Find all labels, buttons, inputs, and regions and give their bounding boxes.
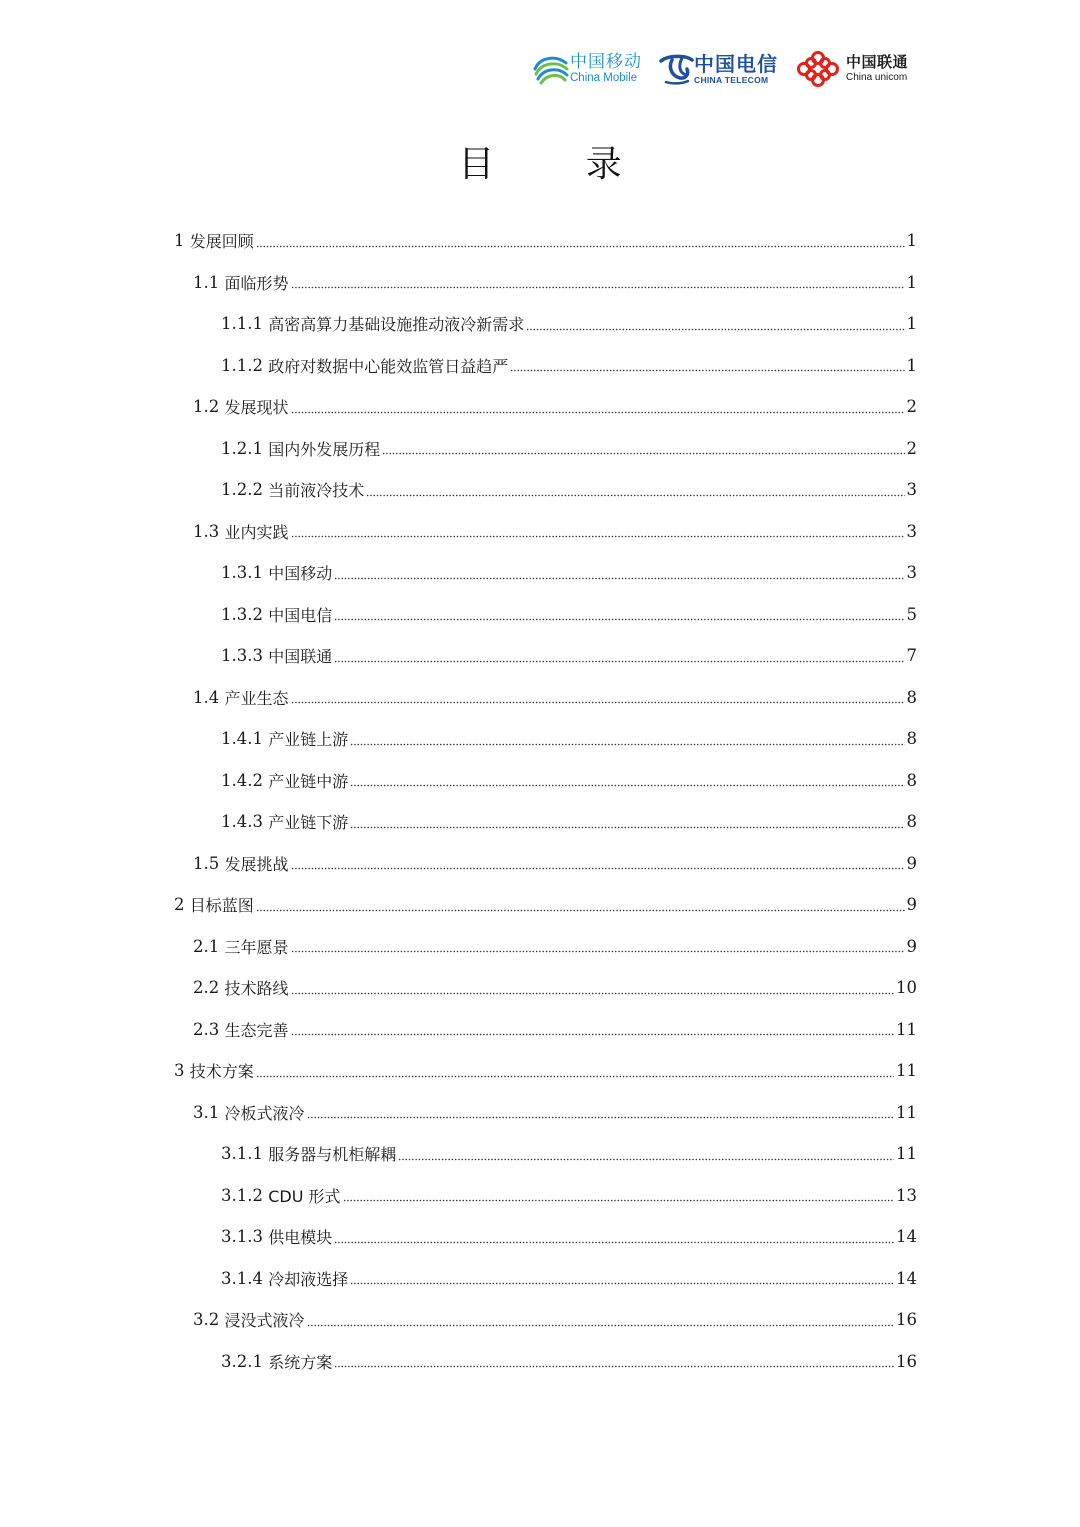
toc-entry-label: 产业链下游 bbox=[268, 813, 349, 833]
toc-entry[interactable] bbox=[0, 1050, 1080, 1092]
toc-entry-label: 产业生态 bbox=[224, 688, 289, 708]
toc-entry[interactable] bbox=[0, 884, 1080, 926]
toc-entry-label: 冷却液选择 bbox=[268, 1269, 349, 1289]
toc-entry-page-number: 8 bbox=[906, 729, 917, 749]
toc-entry[interactable] bbox=[0, 1216, 1080, 1258]
toc-entry[interactable] bbox=[0, 967, 1080, 1009]
toc-entry-label: 中国移动 bbox=[268, 564, 333, 584]
toc-dot-leader bbox=[334, 609, 904, 625]
toc-entry-number: 1.1 bbox=[193, 272, 225, 292]
toc-entry-page-number: 14 bbox=[896, 1268, 917, 1288]
toc-entry-number: 2.3 bbox=[193, 1019, 225, 1039]
toc-entry-number: 1.2.1 bbox=[221, 438, 269, 458]
toc-dot-leader bbox=[366, 485, 904, 501]
toc-dot-leader bbox=[350, 734, 904, 750]
toc-entry-label: 供电模块 bbox=[268, 1228, 333, 1248]
toc-entry-number: 1.4.1 bbox=[221, 729, 269, 749]
toc-dot-leader bbox=[291, 1024, 894, 1040]
china-mobile-en: China Mobile bbox=[570, 71, 638, 84]
china-unicom-en: China unicom bbox=[846, 72, 908, 83]
toc-entry-number: 1.1.2 bbox=[221, 355, 269, 375]
china-mobile-logo bbox=[532, 52, 642, 86]
toc-entry[interactable] bbox=[0, 1175, 1080, 1217]
toc-entry[interactable] bbox=[0, 760, 1080, 802]
toc-entry-label: 政府对数据中心能效监管日益趋严 bbox=[268, 356, 509, 376]
toc-entry-page-number: 9 bbox=[906, 895, 917, 915]
toc-entry[interactable] bbox=[0, 677, 1080, 719]
toc-entry-page-number: 9 bbox=[906, 853, 917, 873]
toc-entry-label: CDU 形式 bbox=[268, 1186, 341, 1206]
toc-entry-label: 发展现状 bbox=[224, 398, 289, 418]
toc-entry[interactable] bbox=[0, 1133, 1080, 1175]
toc-entry-page-number: 11 bbox=[896, 1019, 917, 1039]
toc-entry-page-number: 1 bbox=[906, 231, 917, 251]
toc-entry-number: 1.4.2 bbox=[221, 770, 269, 790]
toc-entry-label: 发展挑战 bbox=[224, 854, 289, 874]
toc-entry-page-number: 13 bbox=[896, 1185, 917, 1205]
toc-entry-label: 产业链上游 bbox=[268, 730, 349, 750]
china-mobile-cn: 中国移动 bbox=[570, 51, 642, 72]
header-logos bbox=[532, 46, 908, 92]
toc-entry-label: 技术方案 bbox=[189, 1062, 254, 1082]
toc-dot-leader bbox=[291, 858, 905, 874]
toc-entry-page-number: 7 bbox=[906, 646, 917, 666]
toc-entry-number: 2.2 bbox=[193, 978, 225, 998]
toc-entry[interactable] bbox=[0, 718, 1080, 760]
toc-dot-leader bbox=[334, 651, 904, 667]
toc-dot-leader bbox=[291, 692, 905, 708]
toc-dot-leader bbox=[334, 1356, 894, 1372]
toc-entry[interactable] bbox=[0, 303, 1080, 345]
toc-entry-number: 1.2.2 bbox=[221, 480, 269, 500]
toc-entry-page-number: 5 bbox=[906, 604, 917, 624]
toc-dot-leader bbox=[307, 1315, 894, 1331]
toc-entry[interactable] bbox=[0, 843, 1080, 885]
toc-entry-page-number: 8 bbox=[906, 812, 917, 832]
toc-entry-label: 服务器与机柜解耦 bbox=[268, 1145, 397, 1165]
toc-entry-label: 目标蓝图 bbox=[189, 896, 254, 916]
toc-dot-leader bbox=[343, 1190, 894, 1206]
toc-entry-page-number: 3 bbox=[906, 521, 917, 541]
toc-entry-label: 技术路线 bbox=[224, 979, 289, 999]
toc-entry-label: 发展回顾 bbox=[189, 232, 254, 252]
toc-entry-page-number: 10 bbox=[896, 978, 917, 998]
toc-dot-leader bbox=[382, 443, 904, 459]
toc-dot-leader bbox=[334, 568, 904, 584]
toc-entry-page-number: 1 bbox=[906, 314, 917, 334]
toc-entry-number: 1.3.2 bbox=[221, 604, 269, 624]
toc-entry[interactable] bbox=[0, 594, 1080, 636]
toc-dot-leader bbox=[526, 319, 904, 335]
toc-dot-leader bbox=[291, 983, 894, 999]
toc-entry-label: 中国电信 bbox=[268, 605, 333, 625]
toc-entry-page-number: 11 bbox=[896, 1061, 917, 1081]
toc-dot-leader bbox=[291, 277, 905, 293]
toc-entry[interactable] bbox=[0, 1299, 1080, 1341]
toc-entry[interactable] bbox=[0, 345, 1080, 387]
toc-dot-leader bbox=[291, 941, 905, 957]
toc-dot-leader bbox=[350, 775, 904, 791]
toc-dot-leader bbox=[398, 1149, 894, 1165]
toc-dot-leader bbox=[256, 1066, 894, 1082]
toc-entry[interactable] bbox=[0, 1258, 1080, 1300]
toc-entry[interactable] bbox=[0, 552, 1080, 594]
toc-entry-page-number: 16 bbox=[896, 1310, 917, 1330]
toc-entry-number: 1.4.3 bbox=[221, 812, 269, 832]
toc-entry-label: 国内外发展历程 bbox=[268, 439, 381, 459]
toc-entry-number: 3.2 bbox=[193, 1310, 225, 1330]
table-of-contents bbox=[0, 220, 1080, 1382]
toc-entry-label: 产业链中游 bbox=[268, 771, 349, 791]
toc-entry-label: 冷板式液冷 bbox=[224, 1103, 305, 1123]
toc-dot-leader bbox=[291, 526, 905, 542]
toc-entry-number: 1.1.1 bbox=[221, 314, 269, 334]
toc-entry-label: 生态完善 bbox=[224, 1020, 289, 1040]
toc-entry-page-number: 1 bbox=[906, 355, 917, 375]
toc-entry-page-number: 2 bbox=[906, 397, 917, 417]
toc-entry-page-number: 2 bbox=[906, 438, 917, 458]
toc-entry[interactable] bbox=[0, 469, 1080, 511]
toc-dot-leader bbox=[350, 1273, 894, 1289]
toc-entry[interactable] bbox=[0, 1092, 1080, 1134]
toc-entry-number: 3.2.1 bbox=[221, 1351, 269, 1371]
china-telecom-logo bbox=[658, 52, 778, 86]
toc-entry-number: 1.2 bbox=[193, 397, 225, 417]
toc-entry-page-number: 16 bbox=[896, 1351, 917, 1371]
toc-entry-page-number: 3 bbox=[906, 480, 917, 500]
toc-dot-leader bbox=[334, 1232, 894, 1248]
toc-dot-leader bbox=[510, 360, 904, 376]
toc-entry-number: 3.1.2 bbox=[221, 1185, 269, 1205]
toc-entry-page-number: 8 bbox=[906, 770, 917, 790]
page-title: 目 录 bbox=[458, 144, 662, 185]
china-unicom-logo bbox=[796, 50, 908, 88]
toc-entry-page-number: 1 bbox=[906, 272, 917, 292]
toc-entry-page-number: 14 bbox=[896, 1227, 917, 1247]
china-unicom-cn: 中国联通 bbox=[846, 53, 909, 71]
toc-entry[interactable] bbox=[0, 635, 1080, 677]
toc-dot-leader bbox=[256, 236, 905, 252]
toc-entry-label: 浸没式液冷 bbox=[224, 1311, 305, 1331]
toc-entry[interactable] bbox=[0, 386, 1080, 428]
toc-entry[interactable] bbox=[0, 926, 1080, 968]
toc-entry-number: 1 bbox=[174, 231, 190, 251]
china-mobile-icon bbox=[532, 52, 570, 86]
toc-entry-label: 面临形势 bbox=[224, 273, 289, 293]
china-telecom-cn: 中国电信 bbox=[694, 51, 778, 76]
toc-entry[interactable] bbox=[0, 262, 1080, 304]
toc-dot-leader bbox=[256, 900, 905, 916]
toc-entry[interactable] bbox=[0, 801, 1080, 843]
toc-entry-label: 高密高算力基础设施推动液冷新需求 bbox=[268, 315, 525, 335]
toc-entry[interactable] bbox=[0, 1009, 1080, 1051]
toc-entry-number: 2.1 bbox=[193, 936, 225, 956]
china-telecom-icon bbox=[658, 52, 694, 86]
toc-entry-label: 系统方案 bbox=[268, 1352, 333, 1372]
toc-entry-number: 3.1 bbox=[193, 1102, 225, 1122]
toc-entry[interactable] bbox=[0, 220, 1080, 262]
toc-entry-number: 1.3.1 bbox=[221, 563, 269, 583]
china-unicom-knot-icon bbox=[796, 50, 840, 88]
toc-entry-label: 三年愿景 bbox=[224, 937, 289, 957]
toc-entry-label: 当前液冷技术 bbox=[268, 481, 365, 501]
toc-entry-number: 1.3 bbox=[193, 521, 225, 541]
toc-entry-number: 3.1.4 bbox=[221, 1268, 269, 1288]
toc-entry[interactable] bbox=[0, 1341, 1080, 1383]
toc-dot-leader bbox=[350, 817, 904, 833]
toc-entry-page-number: 3 bbox=[906, 563, 917, 583]
toc-entry-number: 2 bbox=[174, 895, 190, 915]
toc-entry-page-number: 11 bbox=[896, 1102, 917, 1122]
toc-entry-number: 3 bbox=[174, 1061, 190, 1081]
toc-entry-page-number: 9 bbox=[906, 936, 917, 956]
toc-entry-page-number: 8 bbox=[906, 687, 917, 707]
toc-entry-label: 中国联通 bbox=[268, 647, 333, 667]
toc-entry-number: 3.1.3 bbox=[221, 1227, 269, 1247]
toc-entry-label: 业内实践 bbox=[224, 522, 289, 542]
toc-entry-number: 1.3.3 bbox=[221, 646, 269, 666]
toc-entry[interactable] bbox=[0, 511, 1080, 553]
toc-entry-number: 3.1.1 bbox=[221, 1144, 269, 1164]
toc-entry-number: 1.5 bbox=[193, 853, 225, 873]
toc-entry[interactable] bbox=[0, 428, 1080, 470]
toc-dot-leader bbox=[307, 1107, 894, 1123]
toc-dot-leader bbox=[291, 402, 905, 418]
toc-entry-number: 1.4 bbox=[193, 687, 225, 707]
china-telecom-en: CHINA TELECOM bbox=[694, 74, 769, 85]
toc-entry-page-number: 11 bbox=[896, 1144, 917, 1164]
